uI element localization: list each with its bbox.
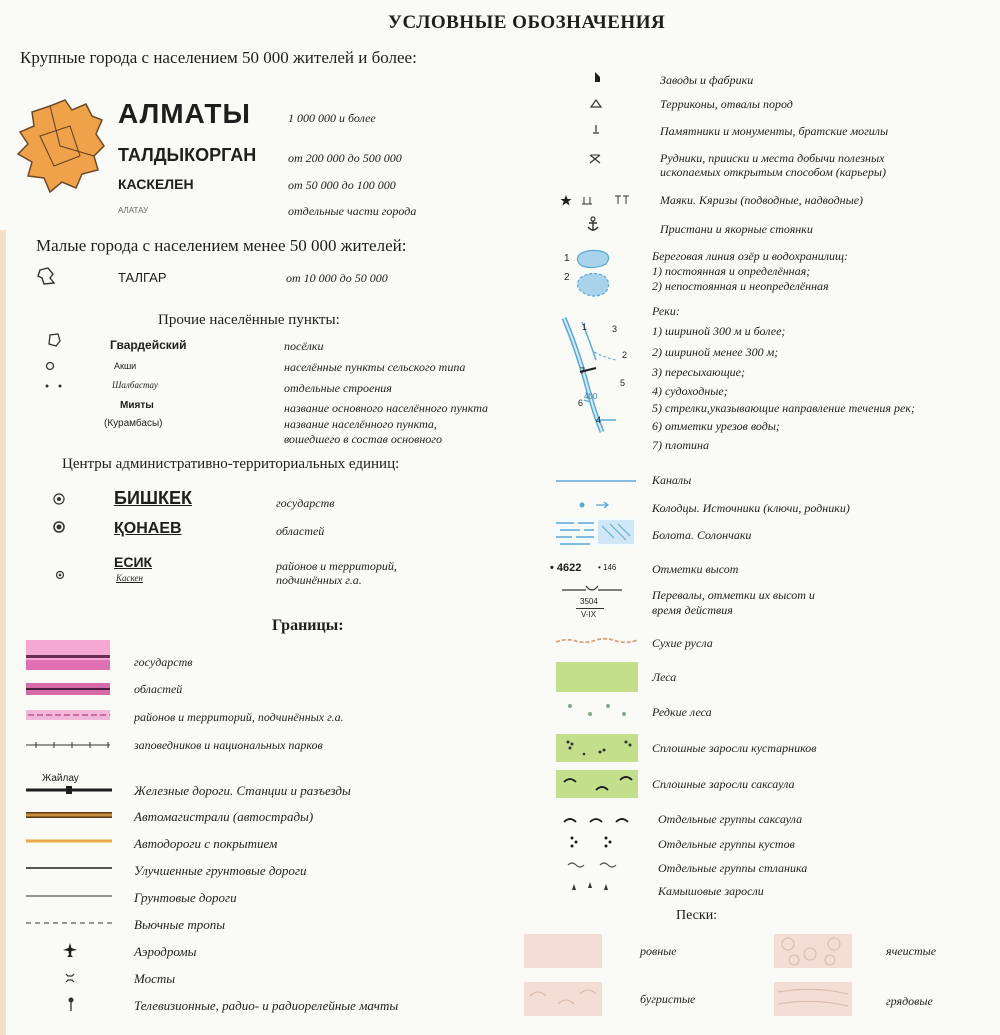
river-l4: 4) судоходные;	[652, 384, 728, 398]
city-almaty-desc: 1 000 000 и более	[288, 111, 376, 125]
city-kaskelen: КАСКЕЛЕН	[118, 176, 194, 192]
pass-label-cont: время действия	[652, 603, 733, 617]
city-taldykorgan: ТАЛДЫКОРГАН	[118, 145, 257, 165]
settlement-gvardeysky-desc: посёлки	[284, 339, 324, 353]
airfield-label: Аэродромы	[134, 944, 197, 959]
shore-num-1: 1	[564, 253, 570, 264]
sand-hilly-swatch	[524, 982, 602, 1016]
sand-cellular-pattern	[774, 934, 852, 968]
height-label: Отметки высот	[652, 562, 739, 576]
pack-trail-symbol	[26, 920, 112, 926]
reserve-border-line	[26, 740, 110, 750]
saxaul-label: Сплошные заросли саксаула	[652, 777, 795, 791]
anchor-icon	[584, 216, 602, 234]
settlement-kurambasy: (Курамбасы)	[104, 418, 163, 429]
sand-cellular-swatch	[774, 934, 852, 968]
settlement-miyaty-desc: название основного населённого пункта	[284, 401, 489, 415]
settlement-kurambasy-desc-cont: вошедшего в состав основного	[284, 432, 442, 446]
well-label: Колодцы. Источники (ключи, родники)	[652, 501, 850, 515]
city-esik-sub: Каскен	[116, 573, 143, 583]
city-bishkek-desc: государств	[276, 496, 335, 510]
improved-dirt-road-symbol	[26, 865, 112, 871]
settlement-kurambasy-desc: название населённого пункта,	[284, 417, 437, 431]
state-border-band	[26, 660, 110, 670]
river-num-5: 5	[620, 378, 626, 388]
shrub-label: Сплошные заросли кустарников	[652, 741, 817, 755]
sand-ridge-pattern	[774, 982, 852, 1016]
river-num-6: 6	[578, 398, 584, 408]
lighthouse-kariz-icons	[560, 193, 640, 207]
canal-label: Каналы	[652, 473, 692, 487]
state-border-line	[26, 655, 110, 658]
sand-ridge-swatch	[774, 982, 852, 1016]
border-region-label: областей	[134, 682, 183, 696]
reed-symbol	[566, 880, 626, 894]
pass-height: 3504	[580, 597, 598, 606]
river-water-mark: 400	[584, 392, 598, 401]
spoil-heap-icon	[590, 98, 602, 108]
well-spring-icons	[574, 499, 614, 511]
shore-num-2: 2	[564, 272, 570, 283]
borders-heading: Границы:	[272, 617, 344, 634]
small-cities-heading: Малые города с населением менее 50 000 жителей:	[36, 236, 407, 255]
river-l5: 5) стрелки,указывающие направление течения рек;	[652, 401, 915, 415]
saxaul-group-label: Отдельные группы саксаула	[658, 812, 803, 826]
pass-divider	[576, 608, 604, 609]
mast-icon	[66, 996, 76, 1012]
city-kaskelen-desc: от 50 000 до 100 000	[288, 178, 396, 192]
spoil-heap-label: Терриконы, отвалы пород	[660, 97, 793, 111]
station-name: Жайлау	[42, 773, 79, 784]
road-highway-label: Автомагистрали (автострады)	[134, 809, 314, 824]
forest-label: Леса	[652, 670, 677, 684]
settlement-miyaty: Мияты	[120, 400, 154, 411]
city-alatau: АЛАТАУ	[118, 206, 149, 215]
border-district-label: районов и территорий, подчинённых г.а.	[134, 710, 344, 724]
sand-ridge-label: грядовые	[886, 994, 933, 1008]
small-town-symbol	[36, 266, 56, 286]
sand-hilly-label: бугристые	[640, 992, 696, 1006]
admin-centers-heading: Центры административно-территориальных единиц:	[62, 456, 400, 472]
river-l2: 2) шириной менее 300 м;	[652, 345, 779, 359]
height-mark-b: • 146	[598, 563, 617, 572]
airfield-icon	[62, 942, 78, 958]
river-num-3: 3	[612, 324, 618, 334]
settlement-akshi-desc: населённые пункты сельского типа	[284, 360, 466, 374]
swamp-saline-swatch	[554, 518, 636, 546]
shore-l1: 1) постоянная и определённая;	[652, 264, 811, 278]
sparse-forest-label: Редкие леса	[652, 705, 712, 719]
city-konaev: ҚОНАЕВ	[114, 520, 182, 537]
settlements-heading: Прочие населённые пункты:	[158, 312, 340, 328]
factory-label: Заводы и фабрики	[660, 73, 754, 87]
mast-label: Телевизионные, радио- и радиорелейные мачты	[134, 998, 399, 1013]
city-talgar: ТАЛГАР	[118, 270, 167, 285]
river-l3: 3) пересыхающие;	[652, 365, 745, 379]
river-l7: 7) плотина	[652, 438, 709, 452]
city-esik-desc2: подчинённых г.а.	[276, 573, 362, 587]
elfin-group-symbol	[566, 858, 626, 872]
road-paved-label: Автодороги с покрытием	[134, 836, 278, 851]
rivers-title: Реки:	[652, 304, 680, 318]
city-talgar-desc: от 10 000 до 50 000	[286, 271, 388, 285]
reed-label: Камышовые заросли	[658, 884, 764, 898]
paved-road-symbol	[26, 838, 112, 844]
settlement-akshi: Акши	[114, 361, 137, 371]
saxaul-group-symbol	[560, 812, 636, 824]
road-dirt-label: Грунтовые дороги	[134, 890, 237, 905]
river-l6: 6) отметки урезов воды;	[652, 419, 780, 433]
region-border-line	[26, 688, 110, 690]
dirt-road-symbol	[26, 893, 112, 899]
road-trail-label: Вьючные тропы	[134, 917, 226, 932]
canal-symbol	[556, 478, 636, 484]
shore-title: Береговая линия озёр и водохранилищ:	[652, 249, 849, 263]
monument-label: Памятники и монументы, братские могилы	[660, 124, 889, 138]
river-l1: 1) шириной 300 м и более;	[652, 324, 786, 338]
border-state-label: государств	[134, 655, 193, 669]
capital-region-icon	[52, 520, 66, 534]
saxaul-marks	[556, 770, 638, 798]
bush-group-label: Отдельные группы кустов	[658, 837, 795, 851]
sand-cellular-label: ячеистые	[886, 944, 937, 958]
city-almaty: АЛМАТЫ	[118, 98, 251, 129]
settlement-symbol	[46, 332, 64, 350]
city-esik: ЕСИК	[114, 554, 153, 570]
sand-hilly-pattern	[524, 982, 602, 1016]
road-railway-label: Железные дороги. Станции и разъезды	[134, 783, 351, 798]
monument-icon	[590, 123, 602, 135]
border-reserve-label: заповедников и национальных парков	[134, 738, 323, 752]
mine-label-cont: ископаемых открытым способом (карьеры)	[660, 165, 886, 179]
settlement-gvardeysky: Гвардейский	[110, 338, 187, 352]
city-taldykorgan-desc: от 200 000 до 500 000	[288, 151, 402, 165]
sand-flat-label: ровные	[640, 944, 677, 958]
factory-icon	[592, 70, 602, 84]
city-area-symbol	[10, 96, 110, 196]
pass-symbol	[562, 585, 622, 595]
city-alatau-desc: отдельные части города	[288, 204, 417, 218]
railway-symbol	[26, 785, 112, 795]
pier-label: Пристани и якорные стоянки	[660, 222, 813, 236]
river-num-4: 4	[596, 415, 602, 425]
dry-bed-label: Сухие русла	[652, 636, 713, 650]
dry-bed-symbol	[556, 636, 638, 646]
settlement-shalbastau-desc: отдельные строения	[284, 381, 392, 395]
highway-symbol	[26, 811, 112, 819]
mine-icon	[588, 152, 602, 166]
road-improved-label: Улучшенные грунтовые дороги	[134, 863, 307, 878]
building-dots-icon	[44, 382, 68, 390]
capital-state-icon	[52, 492, 66, 506]
city-konaev-desc: областей	[276, 524, 325, 538]
river-num-2: 2	[622, 350, 628, 360]
elfin-group-label: Отдельные группы стланика	[658, 861, 808, 875]
pass-label: Перевалы, отметки их высот и	[652, 588, 815, 602]
river-num-7: 7	[580, 366, 586, 376]
bridge-label: Мосты	[134, 971, 176, 986]
sparse-forest-symbol	[562, 700, 632, 722]
bridge-icon	[64, 972, 76, 984]
lake-shoreline-symbol	[574, 246, 614, 302]
river-num-1: 1	[582, 322, 588, 332]
city-bishkek: БИШКЕК	[114, 488, 192, 508]
city-esik-desc: районов и территорий,	[276, 559, 397, 573]
pass-period: V-IX	[581, 610, 597, 619]
lighthouse-label: Маяки. Кяризы (подводные, надводные)	[660, 193, 864, 207]
swamp-label: Болота. Солончаки	[652, 528, 752, 542]
sand-flat-swatch	[524, 934, 602, 968]
capital-district-icon	[55, 570, 65, 580]
shore-l2: 2) непостоянная и неопределённая	[652, 279, 829, 293]
large-cities-heading: Крупные города с населением 50 000 жителей и более:	[20, 48, 417, 67]
sands-heading: Пески:	[676, 908, 718, 923]
shrub-dots	[556, 734, 638, 762]
map-edge-strip	[0, 230, 6, 1035]
district-border-dashes	[26, 712, 110, 718]
height-mark-a: • 4622	[550, 562, 582, 574]
mine-label: Рудники, прииски и места добычи полезных	[660, 151, 885, 165]
forest-swatch	[556, 662, 638, 692]
settlement-shalbastau: Шалбастау	[112, 380, 158, 390]
village-circle-icon	[44, 360, 56, 372]
bush-group-symbol	[566, 834, 626, 850]
legend-title: УСЛОВНЫЕ ОБОЗНАЧЕНИЯ	[388, 12, 666, 33]
